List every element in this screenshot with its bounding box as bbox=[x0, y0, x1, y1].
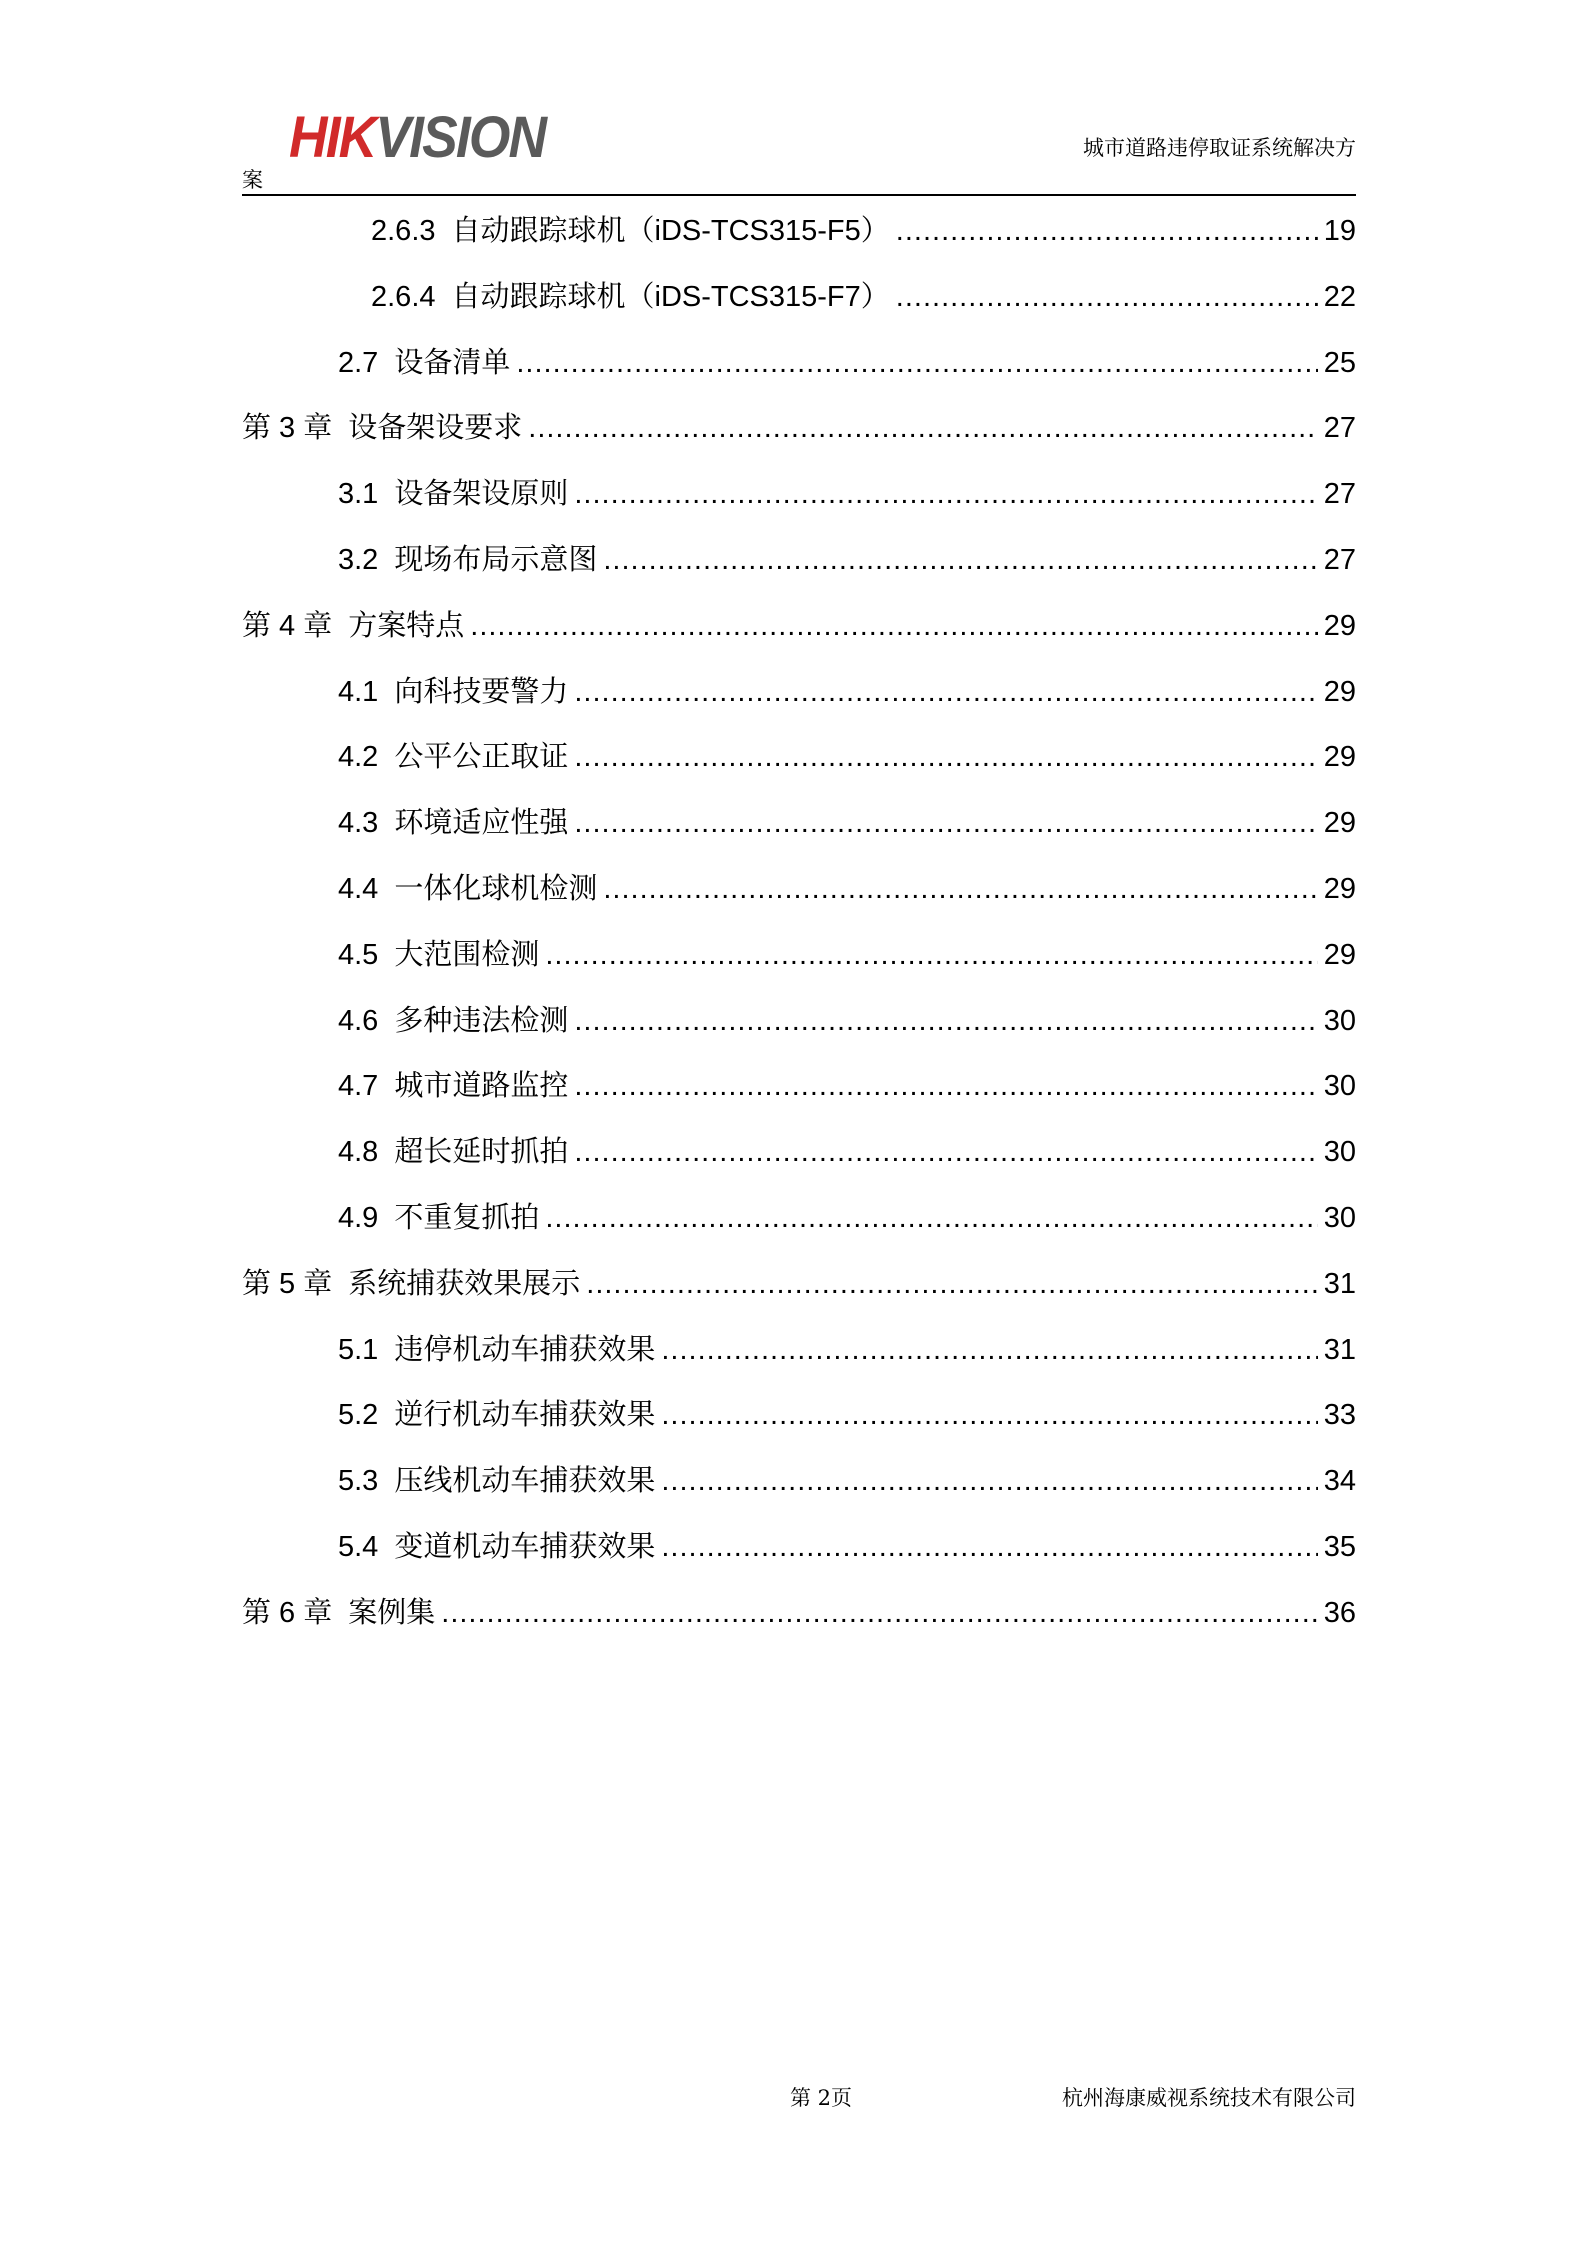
toc-title: 多种违法检测 bbox=[394, 1004, 569, 1037]
toc-page: 29 bbox=[1323, 675, 1356, 708]
toc-page: 34 bbox=[1323, 1465, 1356, 1498]
toc-entry[interactable] bbox=[242, 1129, 1356, 1195]
toc-number: 5.1 bbox=[338, 1333, 379, 1366]
toc-number: 第 6 章 bbox=[242, 1596, 333, 1629]
toc-title: 设备架设原则 bbox=[394, 478, 569, 511]
toc-leader bbox=[574, 669, 1317, 715]
toc-number: 3.1 bbox=[338, 478, 379, 511]
toc-page: 27 bbox=[1323, 412, 1356, 445]
toc-page: 33 bbox=[1323, 1399, 1356, 1432]
toc-title: 压线机动车捕获效果 bbox=[394, 1465, 656, 1498]
toc-entry[interactable] bbox=[242, 998, 1356, 1064]
toc-number: 4.5 bbox=[338, 938, 379, 971]
toc-page: 30 bbox=[1323, 1070, 1356, 1103]
toc-entry[interactable] bbox=[242, 603, 1356, 669]
toc-entry[interactable] bbox=[242, 1392, 1356, 1458]
toc-page: 29 bbox=[1323, 609, 1356, 642]
toc-leader bbox=[574, 471, 1317, 517]
table-of-contents bbox=[242, 208, 1356, 1656]
toc-title: 城市道路监控 bbox=[394, 1070, 569, 1103]
toc-title: 违停机动车捕获效果 bbox=[394, 1333, 656, 1366]
toc-entry[interactable] bbox=[242, 1261, 1356, 1327]
toc-number: 4.7 bbox=[338, 1070, 379, 1103]
toc-number: 4.6 bbox=[338, 1004, 379, 1037]
toc-page: 31 bbox=[1323, 1267, 1356, 1300]
toc-page: 19 bbox=[1323, 215, 1356, 247]
toc-leader bbox=[528, 405, 1317, 451]
toc-leader bbox=[586, 1261, 1317, 1307]
header-title: 城市道路违停取证系统解决方 bbox=[1083, 136, 1356, 160]
toc-title: 自动跟踪球机（iDS-TCS315-F5） bbox=[451, 215, 890, 247]
toc-number: 4.4 bbox=[338, 872, 379, 905]
toc-number: 2.6.4 bbox=[371, 280, 436, 313]
toc-leader bbox=[896, 274, 1318, 320]
toc-title: 设备清单 bbox=[394, 346, 511, 379]
toc-entry[interactable] bbox=[242, 1590, 1356, 1656]
toc-title: 方案特点 bbox=[348, 609, 465, 642]
toc-number: 第 5 章 bbox=[242, 1267, 333, 1300]
toc-leader bbox=[574, 734, 1317, 780]
toc-entry[interactable] bbox=[242, 866, 1356, 932]
toc-title: 现场布局示意图 bbox=[394, 543, 598, 576]
toc-page: 29 bbox=[1323, 807, 1356, 840]
toc-leader bbox=[661, 1458, 1317, 1504]
toc-leader bbox=[545, 932, 1317, 978]
toc-leader bbox=[661, 1392, 1317, 1438]
toc-leader bbox=[574, 1129, 1317, 1175]
toc-entry[interactable] bbox=[242, 800, 1356, 866]
toc-title: 变道机动车捕获效果 bbox=[394, 1530, 656, 1563]
toc-page: 30 bbox=[1323, 1201, 1356, 1234]
toc-page: 30 bbox=[1323, 1004, 1356, 1037]
toc-page: 30 bbox=[1323, 1136, 1356, 1169]
toc-title: 逆行机动车捕获效果 bbox=[394, 1399, 656, 1432]
toc-page: 29 bbox=[1323, 938, 1356, 971]
toc-number: 5.2 bbox=[338, 1399, 379, 1432]
toc-title: 设备架设要求 bbox=[348, 412, 523, 445]
toc-leader bbox=[574, 800, 1317, 846]
toc-page: 31 bbox=[1323, 1333, 1356, 1366]
toc-leader bbox=[516, 340, 1317, 386]
toc-number: 4.3 bbox=[338, 807, 379, 840]
toc-number: 4.8 bbox=[338, 1136, 379, 1169]
toc-leader bbox=[603, 537, 1317, 583]
toc-title: 环境适应性强 bbox=[394, 807, 569, 840]
toc-number: 2.6.3 bbox=[371, 215, 436, 247]
toc-entry[interactable] bbox=[242, 1195, 1356, 1261]
toc-entry[interactable] bbox=[242, 405, 1356, 471]
toc-entry[interactable] bbox=[242, 274, 1356, 340]
toc-entry[interactable] bbox=[242, 340, 1356, 406]
toc-leader bbox=[574, 1063, 1317, 1109]
toc-number: 第 3 章 bbox=[242, 412, 333, 445]
toc-leader bbox=[896, 208, 1318, 254]
header-divider bbox=[242, 194, 1356, 196]
toc-number: 第 4 章 bbox=[242, 609, 333, 642]
toc-number: 2.7 bbox=[338, 346, 379, 379]
hikvision-logo bbox=[289, 104, 545, 171]
toc-entry[interactable] bbox=[242, 932, 1356, 998]
toc-page: 35 bbox=[1323, 1530, 1356, 1563]
toc-page: 29 bbox=[1323, 741, 1356, 774]
toc-page: 29 bbox=[1323, 872, 1356, 905]
toc-title: 一体化球机检测 bbox=[394, 872, 598, 905]
toc-entry[interactable] bbox=[242, 1063, 1356, 1129]
toc-number: 4.1 bbox=[338, 675, 379, 708]
footer-company: 杭州海康威视系统技术有限公司 bbox=[1062, 2086, 1356, 2110]
toc-leader bbox=[470, 603, 1317, 649]
toc-number: 3.2 bbox=[338, 543, 379, 576]
toc-title: 不重复抓拍 bbox=[394, 1201, 540, 1234]
toc-leader bbox=[574, 998, 1317, 1044]
toc-number: 4.2 bbox=[338, 741, 379, 774]
toc-page: 25 bbox=[1323, 346, 1356, 379]
toc-page: 27 bbox=[1323, 543, 1356, 576]
toc-entry[interactable] bbox=[242, 471, 1356, 537]
page-number: 第 2页 bbox=[790, 2086, 853, 2110]
toc-entry[interactable] bbox=[242, 208, 1356, 274]
toc-title: 大范围检测 bbox=[394, 938, 540, 971]
header-title-continuation: 案 bbox=[242, 168, 263, 192]
toc-title: 自动跟踪球机（iDS-TCS315-F7） bbox=[451, 280, 890, 313]
toc-page: 27 bbox=[1323, 478, 1356, 511]
toc-leader bbox=[441, 1590, 1317, 1636]
toc-title: 系统捕获效果展示 bbox=[348, 1267, 581, 1300]
toc-number: 5.4 bbox=[338, 1530, 379, 1563]
toc-page: 36 bbox=[1323, 1596, 1356, 1629]
toc-entry[interactable] bbox=[242, 669, 1356, 735]
toc-number: 5.3 bbox=[338, 1465, 379, 1498]
toc-page: 22 bbox=[1323, 280, 1356, 313]
logo-part: VISION bbox=[375, 105, 546, 170]
toc-leader bbox=[661, 1327, 1317, 1373]
toc-title: 超长延时抓拍 bbox=[394, 1136, 569, 1169]
toc-leader bbox=[603, 866, 1317, 912]
toc-leader bbox=[661, 1524, 1317, 1570]
toc-entry[interactable] bbox=[242, 1524, 1356, 1590]
toc-entry[interactable] bbox=[242, 1458, 1356, 1524]
toc-title: 公平公正取证 bbox=[394, 741, 569, 774]
logo-part: HIK bbox=[289, 105, 376, 170]
toc-entry[interactable] bbox=[242, 734, 1356, 800]
toc-entry[interactable] bbox=[242, 1327, 1356, 1393]
toc-number: 4.9 bbox=[338, 1201, 379, 1234]
toc-leader bbox=[545, 1195, 1317, 1241]
toc-entry[interactable] bbox=[242, 537, 1356, 603]
toc-title: 向科技要警力 bbox=[394, 675, 569, 708]
toc-title: 案例集 bbox=[348, 1596, 436, 1629]
